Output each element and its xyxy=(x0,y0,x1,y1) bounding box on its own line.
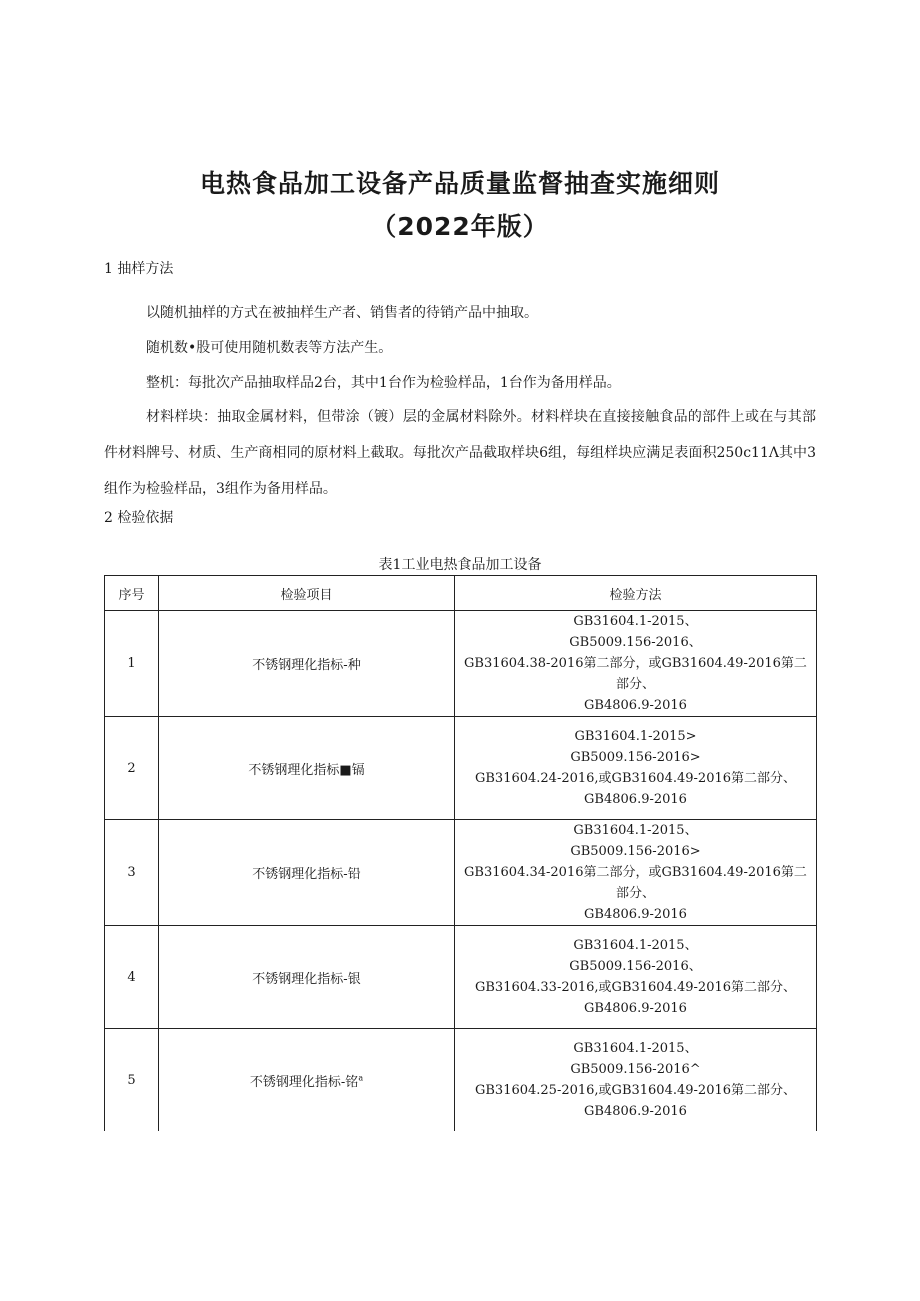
table-row xyxy=(105,926,817,1029)
section-1-paragraph-2: 随机数•股可使用随机数表等方法产生。 xyxy=(146,340,393,356)
method-line: GB31604.1-2015、 xyxy=(573,823,698,838)
row-no: 2 xyxy=(105,717,159,820)
method-line: GB31604.24-2016,或GB31604.49-2016第二部分、 xyxy=(474,771,797,786)
row-method xyxy=(455,611,817,717)
inspection-table xyxy=(104,575,817,1131)
row-item: 不锈钢理化指标-种 xyxy=(159,611,455,717)
section-1-paragraph-4: 材料样块：抽取金属材料，但带涂（镀）层的金属材料除外。材料样块在直接接触食品的部件上或在与其部件材料牌号、材质、生产商相同的原材料上截取。每批次产品截取样块6组，每组样块应满足表面积250c11Λ其中3组作为检验样品，3组作为备用样品。 xyxy=(104,409,816,497)
method-line: GB31604.1-2015、 xyxy=(573,1041,698,1056)
method-line: GB4806.9-2016 xyxy=(584,907,687,922)
row-no: 4 xyxy=(105,926,159,1029)
row-no: 3 xyxy=(105,820,159,926)
method-line: GB31604.25-2016,或GB31604.49-2016第二部分、 xyxy=(474,1083,797,1098)
row-item xyxy=(159,1029,455,1132)
method-line: GB31604.33-2016,或GB31604.49-2016第二部分、 xyxy=(474,980,797,995)
method-line: GB31604.38-2016第二部分，或GB31604.49-2016第二部分、 xyxy=(464,656,807,692)
row-method xyxy=(455,717,817,820)
row-no: 1 xyxy=(105,611,159,717)
document-title: 电热食品加工设备产品质量监督抽查实施细则 xyxy=(199,169,720,198)
method-line: GB31604.1-2015、 xyxy=(573,938,698,953)
table-row xyxy=(105,717,817,820)
row-method xyxy=(455,820,817,926)
section-1-heading: 1 抽样方法 xyxy=(104,261,174,277)
table-caption: 表1工业电热食品加工设备 xyxy=(378,557,542,573)
table-row xyxy=(105,1029,817,1132)
row-item: 不锈钢理化指标■镉 xyxy=(159,717,455,820)
document-edition: （2022年版） xyxy=(371,212,549,241)
header-method: 检验方法 xyxy=(455,576,817,611)
method-line: GB31604.34-2016第二部分，或GB31604.49-2016第二部分、 xyxy=(464,865,807,901)
table-header-row xyxy=(105,576,817,611)
header-no: 序号 xyxy=(105,576,159,611)
method-line: GB5009.156-2016> xyxy=(570,750,701,765)
method-line: GB5009.156-2016^ xyxy=(570,1062,701,1077)
row-no: 5 xyxy=(105,1029,159,1132)
table-row xyxy=(105,820,817,926)
method-line: GB4806.9-2016 xyxy=(584,1104,687,1119)
method-line: GB5009.156-2016、 xyxy=(569,959,702,974)
method-line: GB5009.156-2016、 xyxy=(569,635,702,650)
row-method xyxy=(455,926,817,1029)
method-line: GB31604.1-2015、 xyxy=(573,614,698,629)
table-row xyxy=(105,611,817,717)
row-item: 不锈钢理化指标-铅 xyxy=(159,820,455,926)
row-item: 不锈钢理化指标-银 xyxy=(159,926,455,1029)
section-2-heading: 2 检验依据 xyxy=(104,510,174,526)
row-item-text: 不锈钢理化指标-铭 xyxy=(249,1074,359,1090)
footnote-mark: a xyxy=(358,1073,364,1083)
method-line: GB4806.9-2016 xyxy=(584,1001,687,1016)
method-line: GB5009.156-2016> xyxy=(570,844,701,859)
header-item: 检验项目 xyxy=(159,576,455,611)
section-1-paragraph-3: 整机：每批次产品抽取样品2台，其中1台作为检验样品，1台作为备用样品。 xyxy=(146,375,621,391)
section-1-paragraph-1: 以随机抽样的方式在被抽样生产者、销售者的待销产品中抽取。 xyxy=(146,305,538,321)
row-method xyxy=(455,1029,817,1132)
method-line: GB4806.9-2016 xyxy=(584,792,687,807)
method-line: GB4806.9-2016 xyxy=(584,698,687,713)
method-line: GB31604.1-2015> xyxy=(574,729,697,744)
